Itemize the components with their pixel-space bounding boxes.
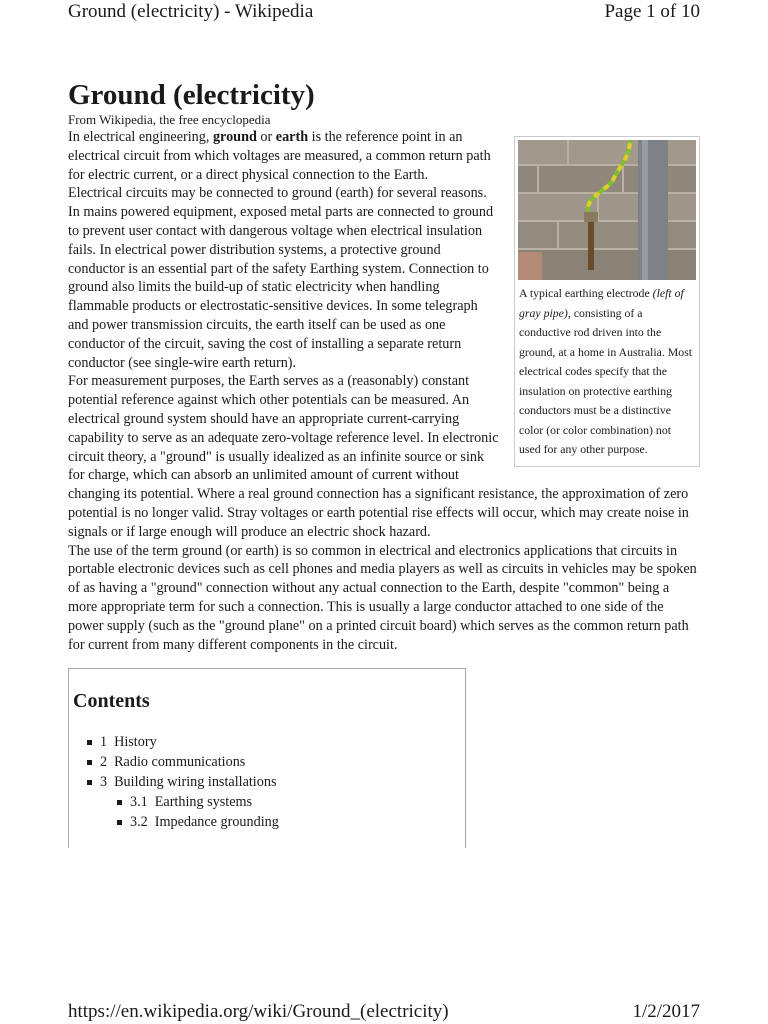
toc-item-impedance-grounding[interactable]: 3.2 Impedance grounding xyxy=(116,813,461,833)
brick-corner xyxy=(518,252,542,280)
print-header-title: Ground (electricity) - Wikipedia xyxy=(68,1,314,22)
article-title: Ground (electricity) xyxy=(68,79,315,111)
term-earth: earth xyxy=(275,129,309,145)
term-ground: ground xyxy=(212,129,257,145)
paragraph-reasons: Electrical circuits may be connected to ground (earth) for several reasons. In mains powered equipment, exposed metal parts are connected to ground to prevent user contact with dangerous voltage when electrical insulation fails. In electrical power distribution systems, a protective ground conductor is an essential part of the safety Earthing system. Connection to ground also limits the build-up of static electricity when handling flammable products or electrostatic-sensitive devices. In some telegraph and power transmission circuits, the earth itself can be used as one conductor of the circuit, saving the cost of installing a separate return conductor (see single-wire earth return). xyxy=(68,185,494,371)
article-tagline: From Wikipedia, the free encyclopedia xyxy=(68,112,271,127)
paragraph-common-usage: The use of the term ground (or earth) is so common in electrical and electronics applications that circuits in portable electronic devices such as cell phones and media players as well as circuits in vehicles may be spoken of as having a "ground" connection without any actual connection to the Earth, despite "common" being a more appropriate term for such a connection. This is usually a large conductor attached to one side of the power supply (such as the "ground plane" on a printed circuit board) which serves as the common return path for current from many different components in the circuit. xyxy=(68,542,697,653)
toc-item-history[interactable]: 1 History xyxy=(86,733,461,753)
figure-thumbnail xyxy=(514,136,700,467)
paragraph-measurement: For measurement purposes, the Earth serves as a (reasonably) constant potential reference against which other potentials can be measured. An electrical ground system should have an appropriate current-carrying capability to serve as an adequate zero-voltage reference level. In electronic circuit theory, a "ground" is usually idealized as an infinite source or sink for charge, which can absorb an unlimited amount of current without changing its potential. Where a real ground connection has a significant resistance, the approximation of zero potential is no longer valid. Stray voltages or earth potential rise effects will occur, which may create noise in signals or if large enough will produce an electric shock hazard. xyxy=(68,373,689,540)
toc-item-building-wiring[interactable]: 3 Building wiring installations 3.1 Earthing systems 3.2 Impedance grounding xyxy=(86,773,461,832)
clamp xyxy=(584,212,598,222)
caption-italic: (left of gray pipe) xyxy=(519,286,684,320)
brick-wall xyxy=(518,140,696,280)
figure-caption xyxy=(518,280,696,460)
toc-title: Contents xyxy=(73,690,150,713)
table-of-contents xyxy=(68,668,466,848)
print-page-indicator: Page 1 of 10 xyxy=(604,1,700,22)
earthing-electrode-photo[interactable] xyxy=(518,140,696,280)
print-footer-url: https://en.wikipedia.org/wiki/Ground_(electricity) xyxy=(68,1001,449,1022)
toc-sublist xyxy=(100,793,461,833)
article-content xyxy=(68,78,700,848)
print-footer-date: 1/2/2017 xyxy=(632,1001,700,1022)
earthing-rod xyxy=(588,220,594,270)
caption-text-rest: , consisting of a conductive rod driven into the ground, at a home in Australia. Most electrical codes specify that the insulation on protective earthing conductors must be a distinctive color (or color combination) not used for any other purpose. xyxy=(519,305,692,456)
toc-list xyxy=(73,733,461,832)
toc-item-radio-communications[interactable]: 2 Radio communications xyxy=(86,753,461,773)
toc-item-earthing-systems[interactable]: 3.1 Earthing systems xyxy=(116,793,461,813)
intro-paragraph: In electrical engineering, ground or earth is the reference point in an electrical circuit from which voltages are measured, a common return path for electric current, or a direct physical connection to the Earth. xyxy=(68,129,491,183)
caption-text: A typical earthing electrode xyxy=(519,286,653,300)
